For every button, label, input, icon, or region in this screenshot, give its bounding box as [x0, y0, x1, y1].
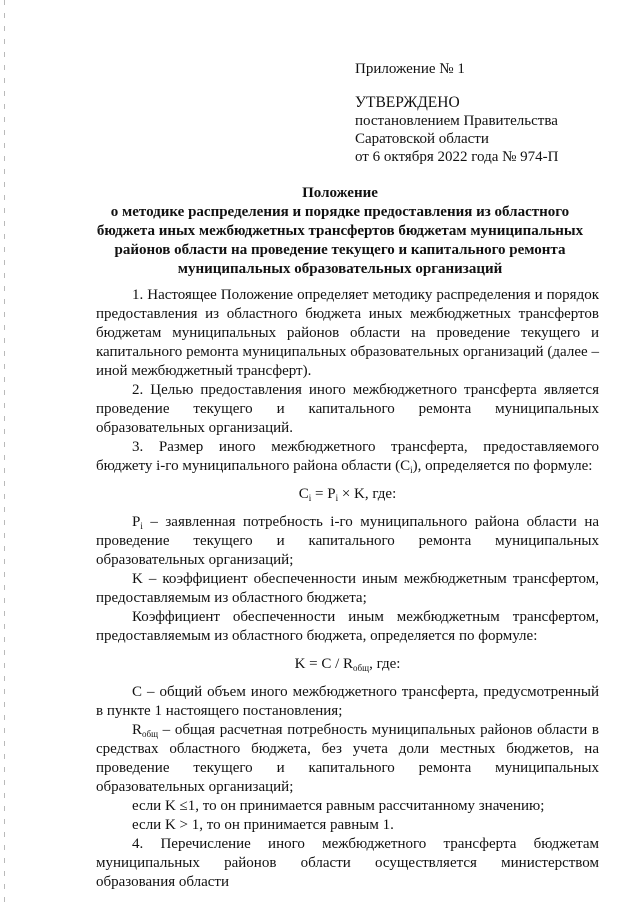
paragraph-c-definition: C – общий объем иного межбюджетного трансферта, предусмотренный в пункте 1 настоящего постановления;: [96, 684, 599, 719]
title-line-3: районов области на проведение текущего и капитального ремонта: [114, 242, 566, 258]
paragraph-k-formula-intro: Коэффициент обеспеченности иным межбюджетным трансфертом, предоставляемым из областного бюджета, определяется по формуле:: [96, 609, 599, 644]
formula-1-tail: × K, где:: [338, 486, 397, 502]
formula-2: [96, 655, 599, 674]
approval-line-3: от 6 октября 2022 года № 974-П: [355, 149, 559, 165]
p-definition-text: – заявленная потребность i-го муниципального района области на проведение текущего и капитального ремонта муниципальных образовательных организаций;: [96, 514, 599, 568]
title-line-4: муниципальных образовательных организаций: [177, 261, 503, 277]
title-heading: Положение: [302, 185, 378, 201]
title-line-1: о методике распределения и порядке предоставления из областного: [110, 204, 570, 220]
paragraph-3-text-b: ), определяется по формуле:: [412, 458, 593, 474]
approval-line-2: Саратовской области: [355, 131, 489, 147]
paragraph-r-definition: [96, 721, 599, 797]
r-definition-text: – общая расчетная потребность муниципальных районов области в средствах областного бюджета, без учета доли местных бюджетов, на проведение текущего и капитального ремонта муниципальных образовательных организаций;: [96, 722, 599, 795]
formula-1: [96, 485, 599, 504]
paragraph-3: [96, 438, 599, 476]
formula-2-head: K = C / R: [294, 656, 354, 672]
paragraph-k-le-1: если K ≤1, то он принимается равным рассчитанному значению;: [132, 798, 545, 814]
annex-number: Приложение № 1: [355, 61, 465, 77]
formula-1-p-subscript: i: [335, 493, 339, 503]
r-symbol-subscript: общ: [142, 729, 159, 739]
approval-line-1: постановлением Правительства: [355, 113, 558, 129]
title-line-2: бюджета иных межбюджетных трансфертов бюджетам муниципальных: [96, 223, 584, 239]
p-symbol-subscript: i: [140, 521, 143, 531]
document-title: [95, 184, 585, 279]
paragraph-3-text-a: 3. Размер иного межбюджетного трансферта, предоставляемого бюджету i-го муниципального района области (C: [96, 439, 599, 474]
r-symbol: R: [132, 722, 143, 738]
paragraph-4: 4. Перечисление иного межбюджетного трансферта бюджетам муниципальных районов области осуществляется министерством образования области: [96, 836, 599, 890]
p-symbol: P: [132, 514, 141, 530]
formula-2-tail: , где:: [369, 656, 401, 672]
formula-1-c: C: [298, 486, 309, 502]
document-body: [96, 286, 599, 892]
paragraph-1: 1. Настоящее Положение определяет методику распределения и порядок предоставления из областного бюджета иных межбюджетных трансфертов бюджетам муниципальных районов области на проведение текущего и капитального ремонта муниципальных образовательных организаций (далее – иной межбюджетный трансферт).: [96, 287, 599, 379]
paragraph-2: 2. Целью предоставления иного межбюджетного трансферта является проведение текущего и капитального ремонта муниципальных образовательных организаций.: [96, 382, 599, 436]
formula-2-subscript: общ: [353, 663, 370, 673]
scan-edge-mark: [4, 0, 5, 905]
paragraph-k-gt-1: если K > 1, то он принимается равным 1.: [132, 817, 394, 833]
formula-1-eq: = P: [311, 486, 336, 502]
formula-1-c-subscript: i: [308, 493, 312, 503]
paragraph-3-subscript: i: [410, 465, 413, 475]
approved-stamp: УТВЕРЖДЕНО: [355, 94, 460, 111]
paragraph-p-definition: [96, 513, 599, 570]
paragraph-k-definition: K – коэффициент обеспеченности иным межбюджетным трансфертом, предоставляемым из областного бюджета;: [96, 571, 599, 606]
approval-block: [355, 60, 559, 166]
